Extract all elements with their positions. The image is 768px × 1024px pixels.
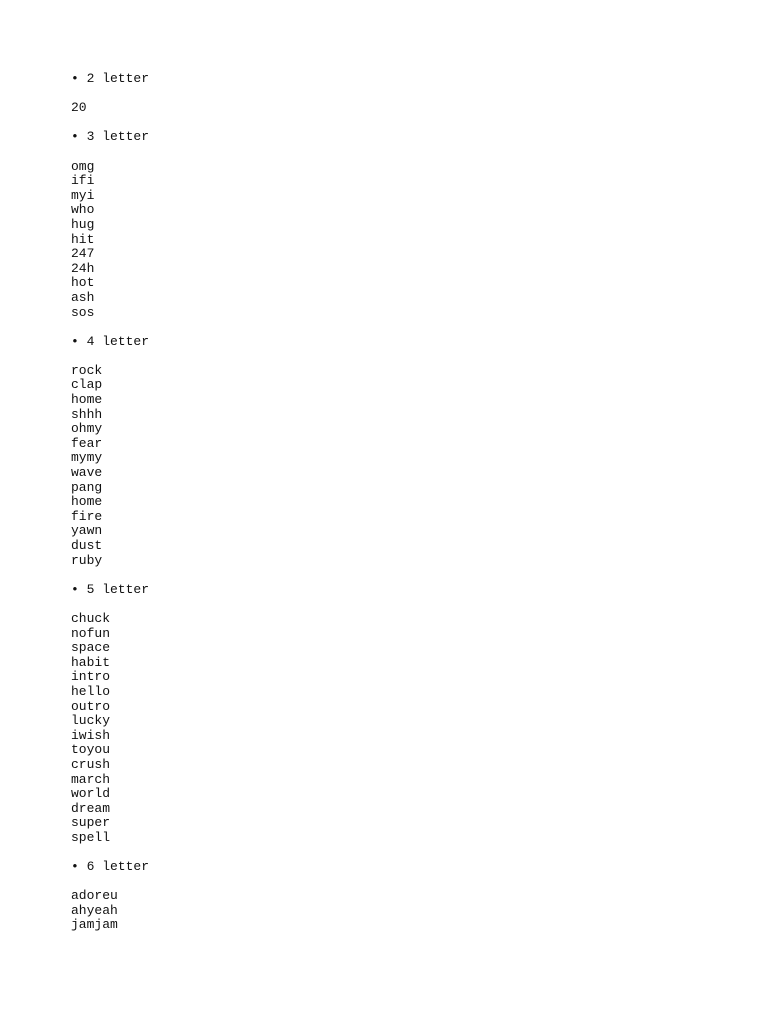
word-section xyxy=(71,72,748,116)
word-item: pang xyxy=(71,479,103,495)
word-item: ohmy xyxy=(71,421,103,437)
word-item: shhh xyxy=(71,406,103,422)
word-item: sos xyxy=(71,304,95,320)
word-item: chuck xyxy=(71,610,111,626)
word-item: ruby xyxy=(71,552,103,568)
word-item: space xyxy=(71,640,111,656)
word-item: adoreu xyxy=(71,888,118,904)
word-item: crush xyxy=(71,756,111,772)
word-item: hug xyxy=(71,216,95,232)
word-item: hello xyxy=(71,683,111,699)
word-item: ifi xyxy=(71,173,95,189)
section-heading: • 4 letter xyxy=(71,333,150,349)
word-item: iwish xyxy=(71,727,111,743)
word-list xyxy=(71,160,748,321)
word-item: toyou xyxy=(71,742,111,758)
word-section xyxy=(71,860,748,933)
word-item: nofun xyxy=(71,625,111,641)
word-item: spell xyxy=(71,829,111,845)
word-item: intro xyxy=(71,669,111,685)
section-heading: • 5 letter xyxy=(71,581,150,597)
word-section xyxy=(71,130,748,320)
word-item: jamjam xyxy=(71,917,118,933)
word-section xyxy=(71,583,748,846)
word-item: clap xyxy=(71,377,103,393)
word-item: who xyxy=(71,202,95,218)
word-item: yawn xyxy=(71,523,103,539)
word-item: lucky xyxy=(71,713,111,729)
section-heading: • 3 letter xyxy=(71,129,150,145)
word-item: habit xyxy=(71,654,111,670)
word-item: hit xyxy=(71,231,95,247)
word-item: myi xyxy=(71,187,95,203)
word-item: fire xyxy=(71,508,103,524)
word-item: wave xyxy=(71,465,103,481)
word-item: 24h xyxy=(71,260,95,276)
word-item: dust xyxy=(71,538,103,553)
section-heading: • 6 letter xyxy=(71,859,150,875)
word-item: omg xyxy=(71,158,95,174)
word-item: 20 xyxy=(71,100,87,116)
word-item: march xyxy=(71,771,111,787)
word-item: home xyxy=(71,494,103,510)
word-item: mymy xyxy=(71,450,103,466)
word-item: home xyxy=(71,392,103,408)
word-item: super xyxy=(71,815,111,831)
word-section xyxy=(71,335,748,569)
section-heading: • 2 letter xyxy=(71,71,150,86)
word-item: fear xyxy=(71,435,103,451)
word-item: hot xyxy=(71,275,95,291)
word-item: rock xyxy=(71,362,103,378)
word-item: dream xyxy=(71,800,111,816)
word-list xyxy=(71,612,748,846)
word-item: outro xyxy=(71,698,111,714)
word-list xyxy=(71,364,748,568)
word-list xyxy=(71,101,748,116)
word-item: ash xyxy=(71,289,95,305)
word-item: world xyxy=(71,786,111,802)
word-item: 247 xyxy=(71,246,95,262)
word-item: ahyeah xyxy=(71,902,118,918)
document-body xyxy=(71,72,748,948)
word-list xyxy=(71,889,748,933)
